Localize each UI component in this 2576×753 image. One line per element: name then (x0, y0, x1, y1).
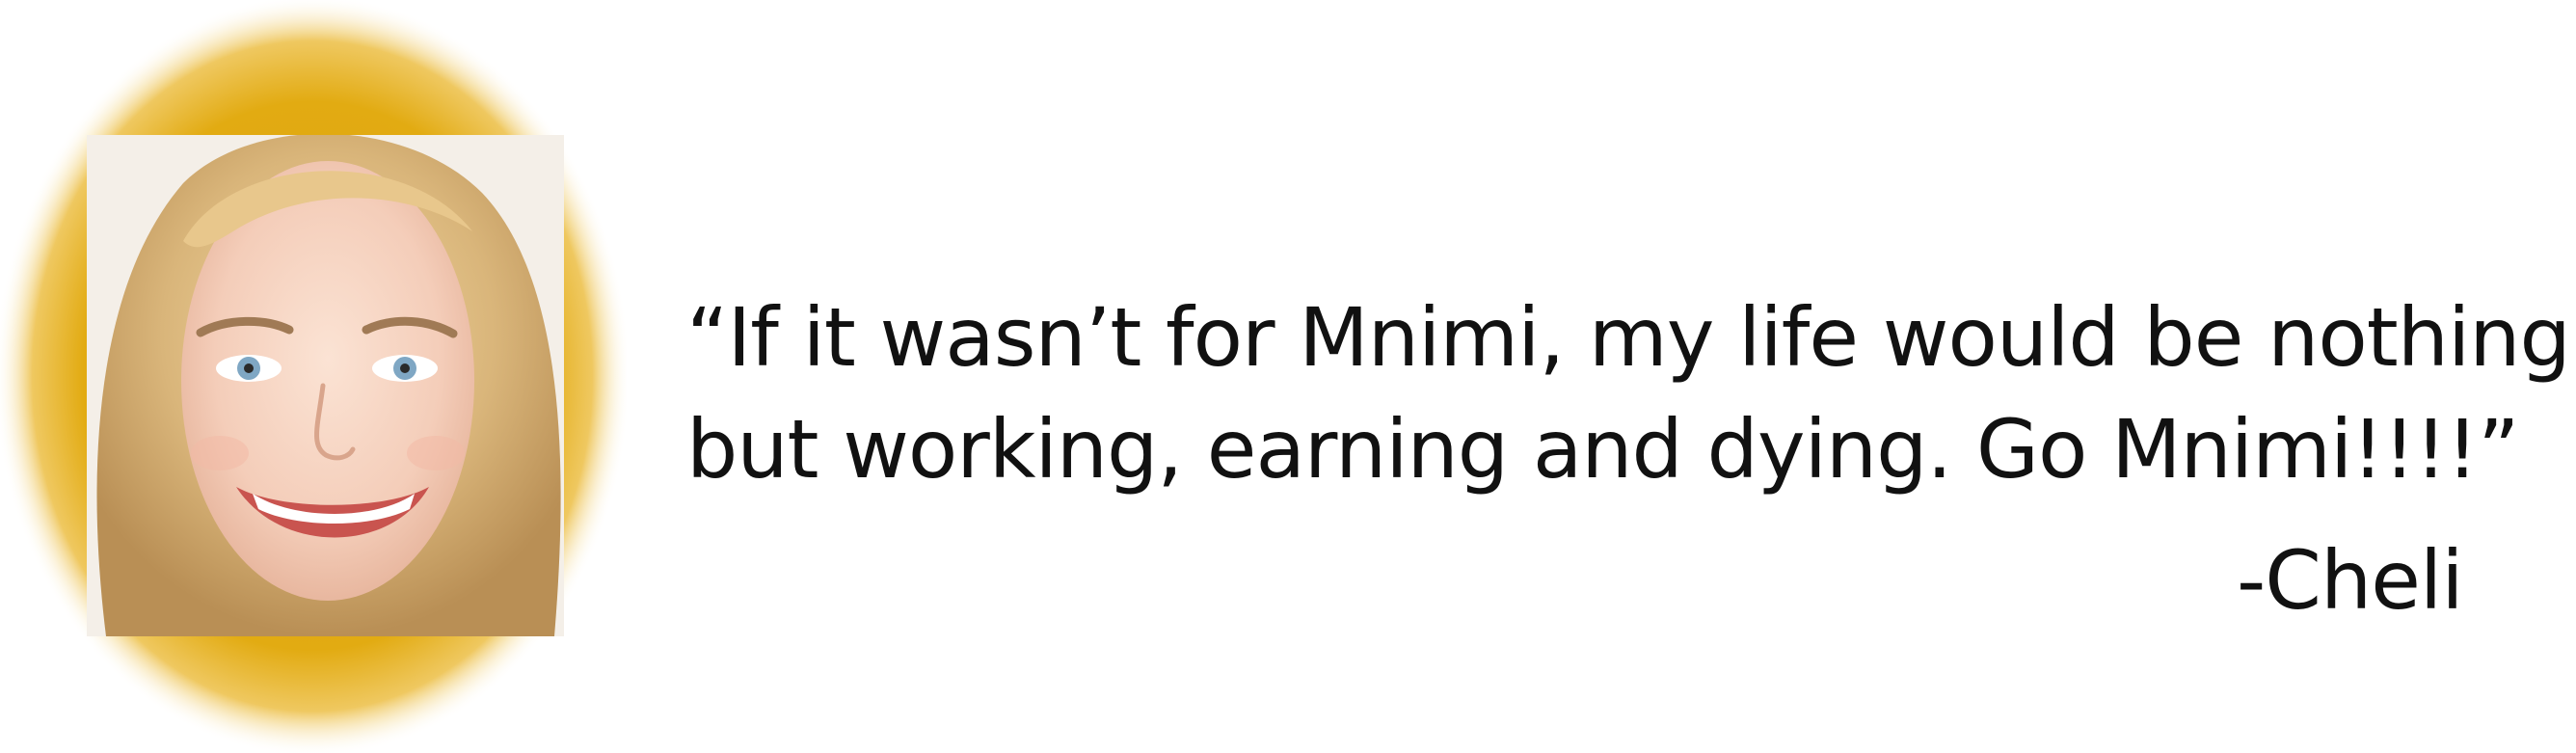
testimonial-author: -Cheli (2237, 533, 2463, 628)
testimonial-quote (686, 282, 2576, 505)
quote-line-1: “If it wasn’t for Mnimi, my life would be nothing (686, 290, 2570, 385)
portrait-image (0, 0, 627, 753)
customer-portrait (0, 0, 627, 753)
quote-line-2: but working, earning and dying. Go Mnimi!!!!” (686, 402, 2519, 497)
